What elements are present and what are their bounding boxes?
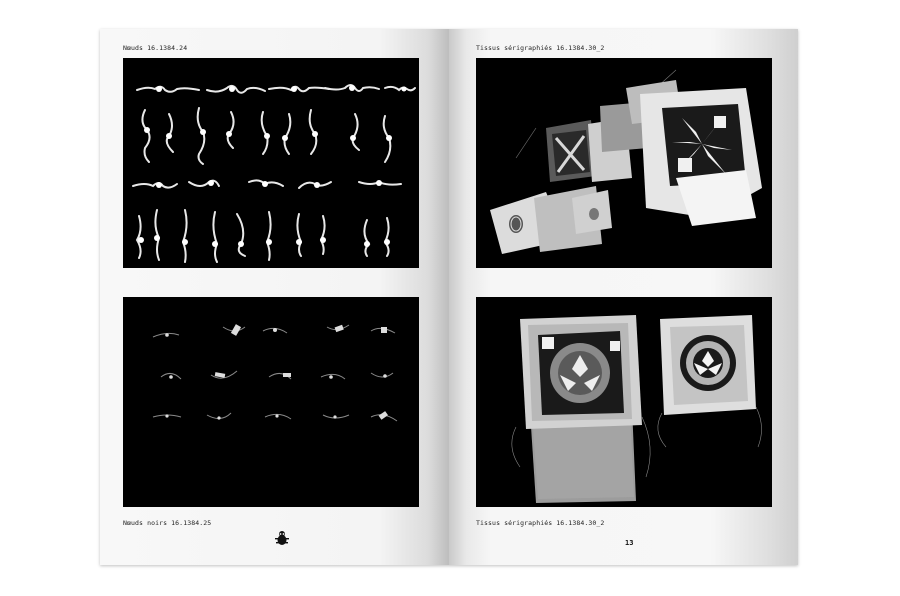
knots-photo-image bbox=[123, 58, 419, 268]
fabrics-top-caption: Tissus sérigraphiés 16.1384.30_2 bbox=[476, 44, 605, 52]
book-spread bbox=[100, 29, 798, 565]
screen-printed-fabrics-pile-photo bbox=[476, 58, 772, 268]
black-knots-photo bbox=[123, 297, 419, 507]
bug-emblem-icon bbox=[275, 530, 289, 546]
knots-caption: Nœuds 16.1384.24 bbox=[123, 44, 188, 52]
right-page bbox=[449, 29, 798, 565]
knots-photo bbox=[123, 58, 419, 268]
fabrics-pile-image bbox=[476, 58, 772, 268]
black-knots-photo-image bbox=[123, 297, 419, 507]
page-number: 13 bbox=[625, 539, 634, 547]
black-knots-caption: Nœuds noirs 16.1384.25 bbox=[123, 519, 212, 527]
fabric-squares-image bbox=[476, 297, 772, 507]
left-page bbox=[100, 29, 449, 565]
screen-printed-fabric-squares-photo bbox=[476, 297, 772, 507]
fabrics-bottom-caption: Tissus sérigraphiés 16.1384.30_2 bbox=[476, 519, 605, 527]
